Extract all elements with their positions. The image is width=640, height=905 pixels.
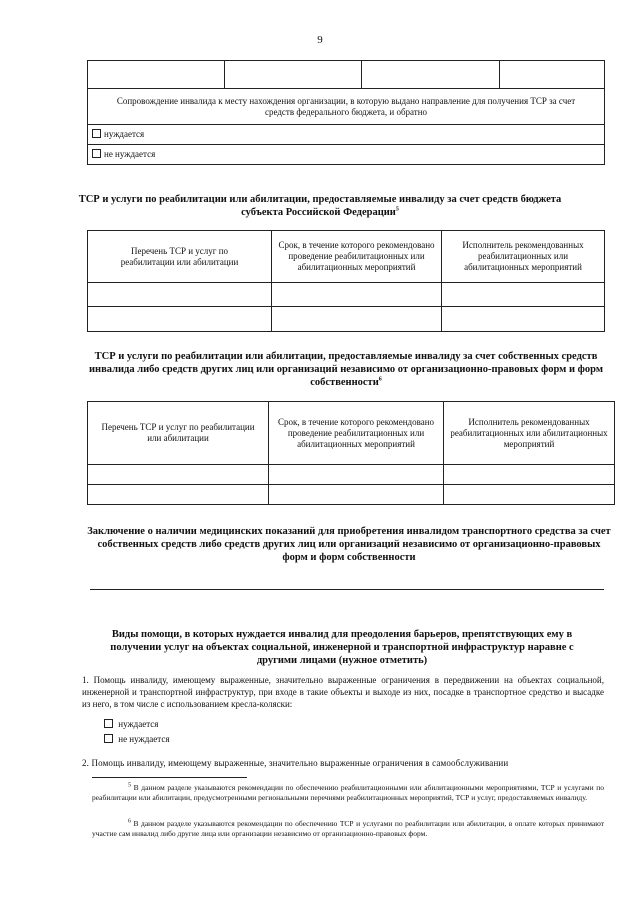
footnote-mark: 5: [128, 782, 131, 789]
table-cell[interactable]: [362, 61, 500, 89]
table-cell[interactable]: [442, 283, 605, 307]
table-cell[interactable]: [88, 61, 225, 89]
table-cell[interactable]: [88, 307, 272, 332]
footnote-separator: [92, 777, 247, 778]
table-cell[interactable]: [88, 465, 269, 485]
option-label: нуждается: [104, 129, 145, 139]
table-header-row: [88, 231, 605, 283]
footnote-6: $^6$ В данном разделе указываются рекомендации по обеспечению ТСР и услугами по реабилитации или абилитации, в оплате которых принимают участие сам инвалид либо другие лица или организации независимо от организационно-правовых форм.: [92, 818, 604, 838]
assistance-item-2: 2. Помощь инвалиду, имеющему выраженные, значительно выраженные ограничения в самообслуживании: [82, 758, 509, 768]
table-cell[interactable]: [269, 465, 444, 485]
table-header-row: [88, 402, 615, 465]
escort-option-needs[interactable]: [88, 125, 605, 145]
checkbox-icon[interactable]: [104, 719, 113, 728]
table-cell[interactable]: [272, 307, 442, 332]
own-funds-title: ТСР и услуги по реабилитации или абилитации, предоставляемые инвалиду за счет собственных средств инвалида либо средств других лиц или организаций независимо от организационно-правовых форм и форм собственности$^6$: [89, 351, 603, 388]
option-label: нуждается: [118, 719, 159, 729]
footnote-ref: 5: [395, 206, 399, 213]
column-header: Исполнитель рекомендованных реабилитационных или абилитационных мероприятий: [442, 231, 605, 283]
table-cell[interactable]: [88, 485, 269, 505]
column-header: Перечень ТСР и услуг по реабилитации или абилитации: [88, 231, 272, 283]
regional-budget-title: ТСР и услуги по реабилитации или абилитации, предоставляемые инвалиду за счет средств бюджета субъекта Российской Федерации$^5$: [78, 194, 562, 218]
table-cell[interactable]: [444, 465, 615, 485]
assistance-title: Виды помощи, в которых нуждается инвалид для преодоления барьеров, препятствующих ему в получении услуг на объектах социальной, инженерной и транспортной инфраструктур наравне с другими лицами (нужное отметить): [110, 629, 574, 666]
assistance-item-1-option-not-needs[interactable]: [104, 733, 169, 745]
assistance-item-1: 1. Помощь инвалиду, имеющему выраженные, значительно выраженные ограничения в передвижении на объектах социальной, инженерной и транспортной инфраструктур, при входе в такие объекты и выходе из них, посадке в транспортное средство и высадке из него, в том числе с использованием кресла-коляски:: [82, 675, 604, 709]
table-cell[interactable]: [269, 485, 444, 505]
table-row: [88, 89, 605, 125]
escort-option-not-needs[interactable]: [88, 145, 605, 165]
footnote-mark: 6: [128, 818, 131, 825]
own-funds-table: [87, 401, 615, 505]
page-number: 9: [317, 34, 323, 46]
table-row: [88, 465, 615, 485]
checkbox-icon[interactable]: [104, 734, 113, 743]
table-row: [88, 485, 615, 505]
assistance-item-1-option-needs[interactable]: [104, 718, 158, 730]
regional-budget-table: [87, 230, 605, 332]
table-cell[interactable]: [442, 307, 605, 332]
table-row: [88, 145, 605, 165]
column-header: Перечень ТСР и услуг по реабилитации или абилитации: [88, 402, 269, 465]
footnote-ref: 6: [378, 376, 382, 383]
option-label: не нуждается: [104, 149, 156, 159]
table-cell[interactable]: [500, 61, 605, 89]
column-header: Срок, в течение которого рекомендовано проведение реабилитационных или абилитационных мероприятий: [272, 231, 442, 283]
escort-table: [87, 60, 605, 165]
table-row: [88, 125, 605, 145]
table-row: [88, 283, 605, 307]
table-row: [88, 61, 605, 89]
table-cell[interactable]: [225, 61, 362, 89]
checkbox-icon[interactable]: [92, 129, 101, 138]
column-header: Исполнитель рекомендованных реабилитационных или абилитационных мероприятий: [444, 402, 615, 465]
column-header: Срок, в течение которого рекомендовано проведение реабилитационных или абилитационных мероприятий: [269, 402, 444, 465]
footnote-5: $^5$ В данном разделе указываются рекомендации по обеспечению реабилитационными или абилитационными мероприятиями, ТСР и услугами по реабилитации или абилитации, предусмотренными региональными перечнями реабилитационных мероприятий, ТСР и услуг, предоставляемых инвалиду.: [92, 782, 604, 802]
table-cell[interactable]: [444, 485, 615, 505]
escort-header-cell: Сопровождение инвалида к месту нахождения организации, в которую выдано направление для получения ТСР за счет средств федерального бюджета, и обратно: [88, 89, 605, 125]
option-label: не нуждается: [118, 734, 170, 744]
checkbox-icon[interactable]: [92, 149, 101, 158]
vehicle-conclusion-title: Заключение о наличии медицинских показаний для приобретения инвалидом транспортного средства за счет собственных средств либо средств других лиц или организаций независимо от организационно-правовых форм и форм собственности: [87, 526, 611, 563]
table-row: [88, 307, 605, 332]
table-cell[interactable]: [272, 283, 442, 307]
table-cell[interactable]: [88, 283, 272, 307]
vehicle-conclusion-line[interactable]: [90, 589, 604, 590]
